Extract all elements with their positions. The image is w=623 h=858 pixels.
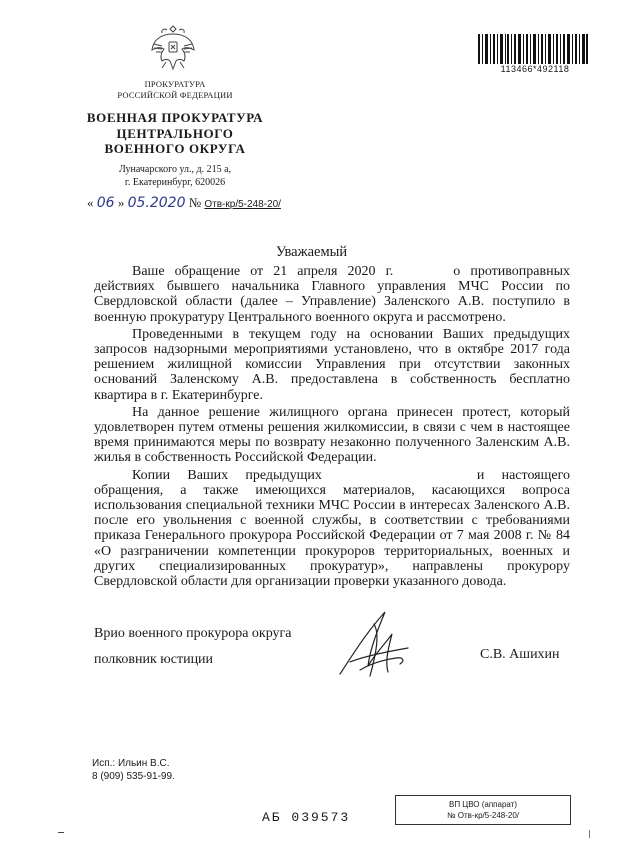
date-quote-open: « — [87, 195, 94, 210]
date-quote-close: » — [117, 195, 125, 210]
paragraph-text: Ваше обращение от 21 апреля 2020 г. — [132, 264, 394, 279]
org-line: ПРОКУРАТУРА — [144, 79, 206, 89]
scan-mark — [58, 832, 64, 833]
paragraph — [94, 264, 570, 325]
paragraph-text: и настоящего обращения, а также имеющихся материалов, касающихся вопроса использования специальной техники МЧС России в интересах Заленского А.В. после его увольнения с военной службы, в соответствии с требованиями приказа Генерального прокурора Российской Федерации от 7 мая 2008 г. № 84 «О разграничении компетенции прокуроров территориальных, военных и других специализированных прокуратур», направлены прокурору Свердловской области для организации проверки указанного довода. — [94, 467, 570, 590]
handwritten-signature-icon — [330, 604, 420, 684]
stamp-line: № Отв-кр/5-248-20/ — [446, 811, 520, 820]
stamp-line: ВП ЦВО (аппарат) — [448, 800, 518, 809]
signer-position — [94, 621, 292, 673]
org-title-line: ЦЕНТРАЛЬНОГО — [116, 125, 234, 141]
paragraph: Проведенными в текущем году на основании Ваших предыдущих запросов надзорными мероприятиями установлено, что в октябре 2017 года решением жилищной комиссии Управления при отсутствии законных оснований Заленскому А.В. предоставлена в собственность бесплатно квартира в г. Екатеринбурге. — [94, 326, 570, 403]
number-sign: № — [188, 195, 202, 210]
paragraph: На данное решение жилищного органа принесен протест, который удовлетворен путем отмены решения жилкомиссии, в связи с чем в настоящее время принимаются меры по возврату незаконно полученного Заленским А.В. жилья в собственность Российской Федерации. — [94, 404, 570, 466]
executor-info — [92, 757, 175, 783]
salutation: Уважаемый — [275, 244, 348, 260]
executor-phone: 8 (909) 535-91-99. — [92, 771, 175, 782]
barcode-number: 113466*492118 — [500, 64, 570, 74]
date-month-year: 05.2020 — [127, 195, 186, 211]
executor-name: Исп.: Ильин В.С. — [92, 758, 170, 769]
date-number-line — [87, 195, 281, 211]
date-day: 06 — [96, 195, 115, 211]
form-serial-number: АБ 039573 — [262, 810, 351, 825]
org-address — [110, 163, 240, 189]
org-header-title — [80, 110, 270, 157]
coat-of-arms-icon — [150, 22, 196, 72]
signer-name: С.В. Ашихин — [480, 647, 560, 662]
scan-mark — [589, 830, 590, 838]
paragraph — [94, 468, 570, 590]
org-header-small — [110, 79, 240, 101]
signer-rank: полковник юстиции — [94, 652, 214, 667]
org-title-line: ВОЕННАЯ ПРОКУРАТУРА — [86, 110, 264, 125]
org-title-line: ВОЕННОГО ОКРУГА — [104, 141, 246, 156]
paragraph-text: о противоправных действиях бывшего начальника Главного управления МЧС России по Свердловской области (далее – Управление) Заленского А.В. поступило в военную прокуратуру Центрального военного округа и рассмотрено. — [94, 264, 570, 325]
letter-body — [94, 264, 570, 591]
address-line: Луначарского ул., д. 215 а, — [118, 164, 232, 175]
document-number: Отв-кр/5-248-20/ — [204, 199, 281, 210]
address-line: г. Екатеринбург, 620026 — [124, 177, 226, 188]
registration-stamp — [395, 795, 571, 825]
paragraph-text: Копии Ваших предыдущих — [132, 467, 322, 483]
signer-title: Врио военного прокурора округа — [94, 626, 292, 641]
barcode-icon — [478, 34, 588, 64]
org-line: РОССИЙСКОЙ ФЕДЕРАЦИИ — [117, 90, 233, 100]
